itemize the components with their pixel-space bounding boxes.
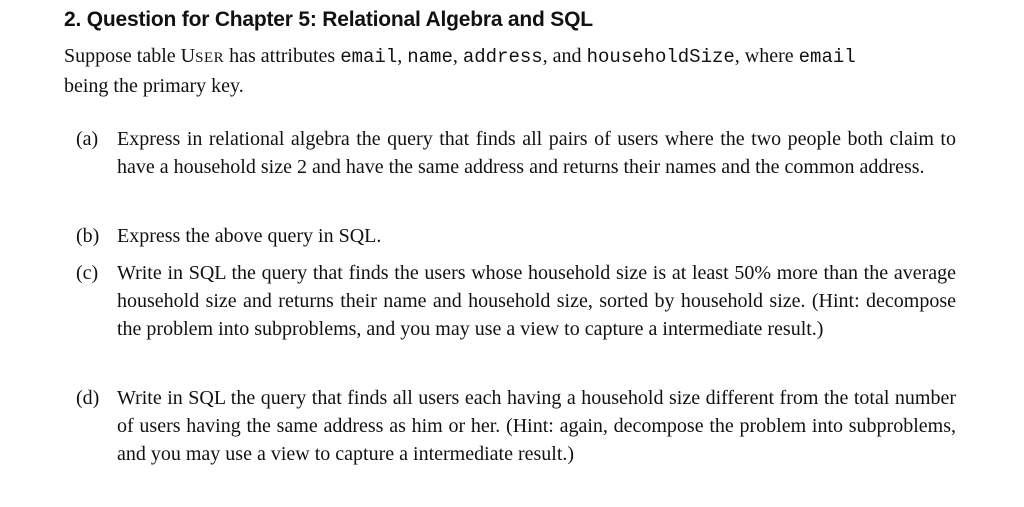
- part-b-label: (b): [76, 225, 100, 247]
- attribute-household-size: householdSize: [586, 46, 735, 68]
- attribute-name: name: [407, 46, 453, 68]
- part-d-label: (d): [76, 387, 100, 409]
- attribute-address: address: [462, 46, 543, 68]
- intro-line-2: being the primary key.: [64, 75, 244, 97]
- part-d-text: Write in SQL the query that finds all users each having a household size different from the total number of users having the same address as him or her. (Hint: again, decompose the problem into subproblems, and you may use a view to capture a intermediate result.): [117, 387, 956, 465]
- intro-text-4: , where: [734, 45, 799, 67]
- intro-text-2: has attributes: [224, 45, 341, 67]
- intro-sep-2: ,: [452, 45, 463, 67]
- part-c: [76, 259, 956, 343]
- part-c-label: (c): [76, 262, 99, 284]
- part-c-text: Write in SQL the query that finds the users whose household size is at least 50% more than the average household size and returns their name and household size, sorted by household size. (Hint: decompose the problem into subproblems, and you may use a view to capture a intermediate result.): [117, 262, 956, 340]
- part-a-text: Express in relational algebra the query that finds all pairs of users where the two people both claim to have a household size 2 and have the same address and returns their names and the common address.: [117, 128, 956, 178]
- part-a: [76, 125, 956, 181]
- table-name: USER: [180, 45, 225, 67]
- part-b: [76, 222, 956, 250]
- attribute-email: email: [340, 46, 398, 68]
- part-d: [76, 384, 956, 468]
- intro-text-3: , and: [542, 45, 587, 67]
- intro-text-1: Suppose table: [64, 45, 181, 67]
- question-heading: 2. Question for Chapter 5: Relational Algebra and SQL: [64, 8, 593, 31]
- part-a-label: (a): [76, 128, 99, 150]
- intro-line-1: [64, 42, 954, 72]
- attribute-email-key: email: [798, 46, 856, 68]
- intro-sep-1: ,: [397, 45, 408, 67]
- intro-paragraph: [64, 42, 954, 100]
- part-b-text: Express the above query in SQL.: [117, 225, 382, 247]
